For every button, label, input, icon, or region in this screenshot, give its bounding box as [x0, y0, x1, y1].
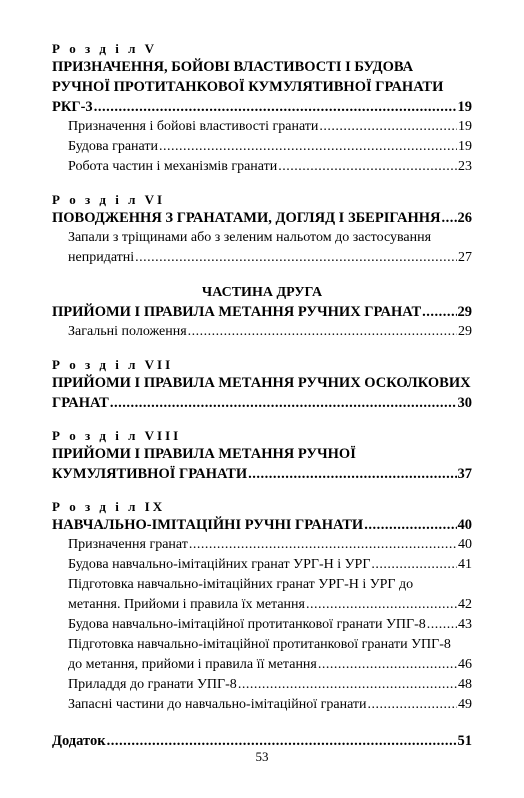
toc-subentry[interactable] — [52, 575, 472, 615]
section-title-line: ПРИЙОМИ І ПРАВИЛА МЕТАННЯ РУЧНОЇ — [52, 446, 356, 462]
toc-subentry-title-cont: до метання, прийоми і правила її метання — [68, 657, 317, 672]
toc-subentry-title: Приладдя до гранати УПГ-8 — [68, 677, 237, 692]
toc-entry[interactable] — [52, 97, 472, 117]
page-number: 19 — [457, 99, 472, 115]
toc-subentry[interactable] — [52, 675, 472, 695]
leader-dots — [188, 322, 457, 342]
table-of-contents — [52, 40, 472, 751]
section-label: Р о з д і л V — [52, 41, 158, 56]
toc-subentry-title: Загальні положення — [68, 324, 187, 339]
toc-entry[interactable] — [52, 515, 472, 535]
page-number: 40 — [457, 517, 472, 533]
leader-dots — [422, 302, 456, 322]
leader-dots — [318, 655, 457, 675]
page-number: 29 — [458, 324, 472, 339]
page-number: 46 — [458, 657, 472, 672]
leader-dots — [94, 97, 457, 117]
page-number: 40 — [458, 537, 472, 552]
toc-subentry[interactable] — [52, 635, 472, 675]
toc-subentry[interactable] — [52, 157, 472, 177]
leader-dots — [135, 248, 457, 268]
leader-dots — [319, 117, 457, 137]
page-number: 29 — [457, 304, 472, 320]
toc-subentry-title: Підготовка навчально-імітаційних гранат УРГ-Н і УРГ до — [68, 577, 414, 592]
section-label: Р о з д і л VI — [52, 192, 166, 207]
toc-entry-title: Додаток — [52, 733, 106, 749]
page-number: 19 — [458, 119, 472, 134]
leader-dots — [107, 731, 457, 751]
toc-entry-title: РКГ-3 — [52, 99, 93, 115]
toc-entry-title: НАВЧАЛЬНО-ІМІТАЦІЙНІ РУЧНІ ГРАНАТИ — [52, 517, 364, 533]
page-number: 49 — [458, 697, 472, 712]
toc-subentry-title: Запасні частини до навчально-імітаційної гранати — [68, 697, 367, 712]
toc-subentry[interactable] — [52, 117, 472, 137]
section-label: Р о з д і л VIII — [52, 428, 182, 443]
section-title-line: ПРИЗНАЧЕННЯ, БОЙОВІ ВЛАСТИВОСТІ І БУДОВА — [52, 59, 414, 75]
page-number: 48 — [458, 677, 472, 692]
page-number: 43 — [458, 617, 472, 632]
leader-dots — [364, 515, 456, 535]
toc-entry[interactable] — [52, 302, 472, 322]
toc-subentry-title: Запали з тріщинами або з зеленим нальотом до застосування — [68, 230, 432, 245]
toc-subentry-title-cont: непридатні — [68, 250, 135, 265]
toc-subentry-title: Будова гранати — [68, 139, 158, 154]
leader-dots — [371, 555, 457, 575]
page-number: 51 — [457, 733, 472, 749]
page-number: 27 — [458, 250, 472, 265]
toc-entry-title: ПОВОДЖЕННЯ З ГРАНАТАМИ, ДОГЛЯД І ЗБЕРІГАННЯ — [52, 210, 441, 226]
leader-dots — [189, 535, 457, 555]
leader-dots — [306, 595, 457, 615]
toc-subentry[interactable] — [52, 555, 472, 575]
leader-dots — [278, 157, 457, 177]
leader-dots — [248, 464, 456, 484]
page-number: 23 — [458, 159, 472, 174]
leader-dots — [159, 137, 457, 157]
toc-subentry-title-cont: метання. Прийоми і правила їх метання — [68, 597, 305, 612]
toc-entry-title: ПРИЙОМИ І ПРАВИЛА МЕТАННЯ РУЧНИХ ГРАНАТ — [52, 304, 422, 320]
toc-subentry-title: Будова навчально-імітаційних гранат УРГ-Н і УРГ — [68, 557, 371, 572]
toc-subentry[interactable] — [52, 137, 472, 157]
page-number: 42 — [458, 597, 472, 612]
page-number: 37 — [457, 466, 472, 482]
toc-subentry-title: Будова навчально-імітаційної протитанкової гранати УПГ-8 — [68, 617, 426, 632]
page-number: 30 — [457, 395, 472, 411]
leader-dots — [442, 208, 457, 228]
section-label: Р о з д і л VII — [52, 357, 174, 372]
toc-subentry-title: Призначення гранат — [68, 537, 188, 552]
toc-entry-addendum[interactable] — [52, 731, 472, 751]
leader-dots — [368, 695, 457, 715]
page-number: 41 — [458, 557, 472, 572]
toc-subentry[interactable] — [52, 228, 472, 268]
section-title-line: ПРИЙОМИ І ПРАВИЛА МЕТАННЯ РУЧНИХ ОСКОЛКОВИХ — [52, 375, 471, 391]
toc-entry[interactable] — [52, 393, 472, 413]
toc-entry-title: КУМУЛЯТИВНОЇ ГРАНАТИ — [52, 466, 248, 482]
toc-entry[interactable] — [52, 208, 472, 228]
page-number: 19 — [458, 139, 472, 154]
toc-subentry[interactable] — [52, 615, 472, 635]
part-label: ЧАСТИНА ДРУГА — [201, 285, 323, 300]
toc-entry[interactable] — [52, 464, 472, 484]
toc-subentry-title: Робота частин і механізмів гранати — [68, 159, 278, 174]
section-label: Р о з д і л IX — [52, 499, 166, 514]
toc-subentry[interactable] — [52, 535, 472, 555]
toc-entry-title: ГРАНАТ — [52, 395, 109, 411]
leader-dots — [238, 675, 457, 695]
section-title-line: РУЧНОЇ ПРОТИТАНКОВОЇ КУМУЛЯТИВНОЇ ГРАНАТИ — [52, 79, 444, 95]
toc-subentry-title: Підготовка навчально-імітаційної протитанкової гранати УПГ-8 — [68, 637, 451, 652]
leader-dots — [110, 393, 457, 413]
toc-subentry[interactable] — [52, 322, 472, 342]
leader-dots — [427, 615, 457, 635]
toc-subentry-title: Призначення і бойові властивості гранати — [68, 119, 319, 134]
page-number-footer: 53 — [255, 749, 269, 764]
page-number: 26 — [457, 210, 472, 226]
toc-subentry[interactable] — [52, 695, 472, 715]
